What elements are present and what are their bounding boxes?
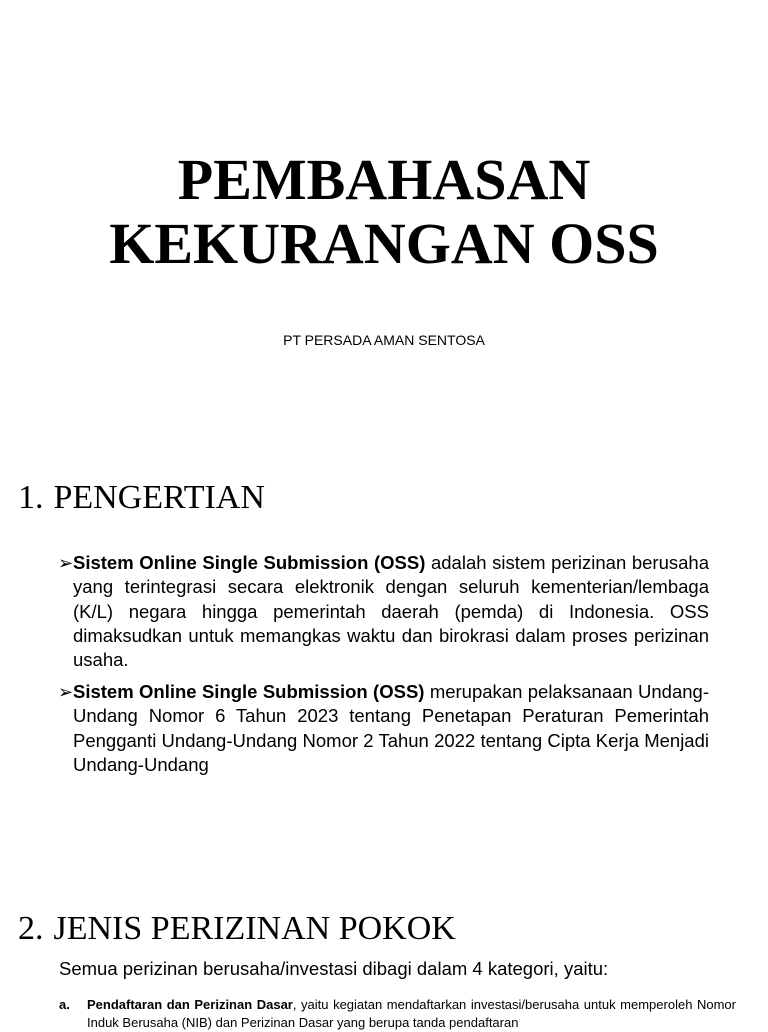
bullet-text: adalah sistem perizinan berusaha yang terintegrasi secara elektronik dengan seluruh kementerian/lembaga (K/L) negara hingga pemerintah daerah (pemda) di Indonesia. OSS dimaksudkan untuk memangkas waktu dan birokrasi dalam proses perizinan usaha. bbox=[73, 552, 709, 671]
list-item bbox=[59, 996, 736, 1032]
title-line-2: KEKURANGAN OSS bbox=[109, 211, 659, 276]
arrow-bullet-icon: ➢ bbox=[58, 682, 74, 702]
list-text: , yaitu kegiatan mendaftarkan investasi/berusaha untuk memperoleh Nomor Induk Berusaha (NIB) dan Perizinan Dasar yang berupa tanda pendaftaran bbox=[87, 997, 736, 1030]
section-intro: Semua perizinan berusaha/investasi dibagi dalam 4 kategori, yaitu: bbox=[59, 958, 609, 979]
title-line-1: PEMBAHASAN bbox=[177, 147, 591, 212]
list-marker: a. bbox=[59, 997, 70, 1012]
arrow-bullet-icon: ➢ bbox=[58, 553, 74, 573]
section-number: 2. bbox=[18, 910, 44, 947]
bullet-item bbox=[58, 680, 709, 777]
bullet-bold-term: Sistem Online Single Submission (OSS) bbox=[73, 552, 426, 573]
section-title: PENGERTIAN bbox=[53, 479, 265, 516]
subtitle: PT PERSADA AMAN SENTOSA bbox=[283, 332, 485, 348]
section-number: 1. bbox=[18, 479, 44, 516]
bullet-text: merupakan pelaksanaan Undang-Undang Nomor 6 Tahun 2023 tentang Penetapan Peraturan Pemerintah Pengganti Undang-Undang Nomor 2 Tahun 2022 tentang Cipta Kerja Menjadi Undang-Undang bbox=[73, 681, 709, 775]
section-heading-pengertian bbox=[18, 478, 265, 518]
title-slide bbox=[0, 0, 768, 440]
section-heading-jenis-perizinan bbox=[18, 909, 456, 949]
list-bold-term: Pendaftaran dan Perizinan Dasar bbox=[87, 997, 293, 1012]
bullet-bold-term: Sistem Online Single Submission (OSS) bbox=[73, 681, 425, 702]
page-title bbox=[0, 148, 768, 276]
section-title: JENIS PERIZINAN POKOK bbox=[53, 910, 456, 947]
bullet-item bbox=[58, 551, 709, 672]
